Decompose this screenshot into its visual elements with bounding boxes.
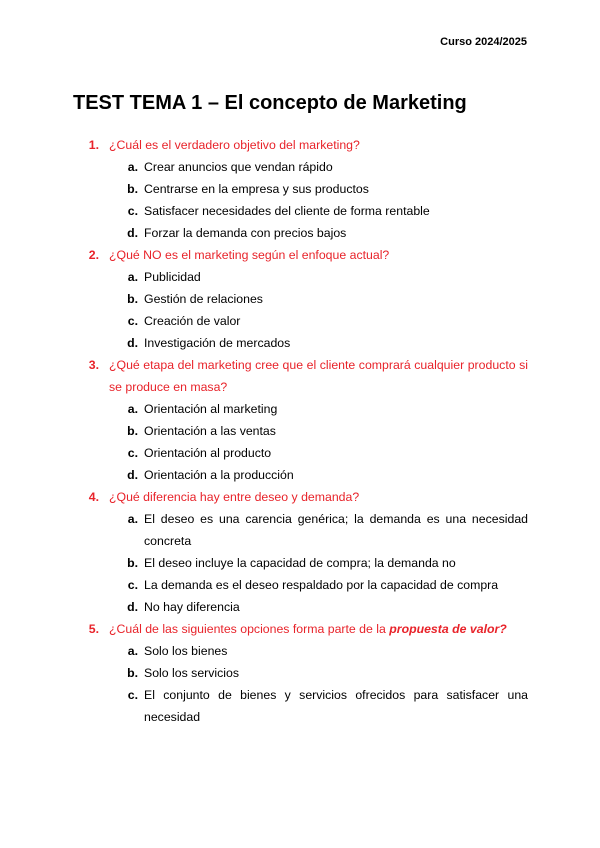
option-letter: c. xyxy=(127,314,138,328)
option-letter: a. xyxy=(127,644,138,658)
option-letter: c. xyxy=(127,446,138,460)
option-text: Solo los bienes xyxy=(144,644,228,658)
option-item xyxy=(73,662,528,684)
option-item xyxy=(73,266,528,288)
option-item xyxy=(73,178,528,200)
option-letter: a. xyxy=(127,402,138,416)
option-text: Orientación al marketing xyxy=(144,402,278,416)
option-list xyxy=(73,398,528,486)
option-letter: d. xyxy=(127,336,138,350)
option-text: Creación de valor xyxy=(144,314,241,328)
option-item xyxy=(73,332,528,354)
option-letter: b. xyxy=(127,424,138,438)
option-item xyxy=(73,222,528,244)
option-text: Investigación de mercados xyxy=(144,336,291,350)
question-5 xyxy=(73,618,528,728)
option-list xyxy=(73,156,528,244)
question-4 xyxy=(73,486,528,618)
option-text: El conjunto de bienes y servicios ofrecidos para satisfacer una necesidad xyxy=(144,688,528,724)
option-list xyxy=(73,266,528,354)
option-letter: a. xyxy=(127,160,138,174)
question-number: 4. xyxy=(88,490,99,504)
question-3 xyxy=(73,354,528,486)
question-text-main: ¿Cuál de las siguientes opciones forma parte de la xyxy=(109,622,390,636)
option-text: Centrarse en la empresa y sus productos xyxy=(144,182,369,196)
question-text: ¿Cuál es el verdadero objetivo del marketing? xyxy=(109,138,360,152)
option-item xyxy=(73,508,528,552)
option-letter: d. xyxy=(127,226,138,240)
question-number: 5. xyxy=(88,622,99,636)
question-list xyxy=(73,134,528,728)
option-text: El deseo incluye la capacidad de compra; la demanda no xyxy=(144,556,456,570)
option-text: Solo los servicios xyxy=(144,666,239,680)
option-item xyxy=(73,420,528,442)
question-text: ¿Qué etapa del marketing cree que el cliente comprará cualquier producto si se produce en masa? xyxy=(109,358,528,394)
option-text: Orientación a las ventas xyxy=(144,424,276,438)
option-letter: b. xyxy=(127,292,138,306)
option-text: Gestión de relaciones xyxy=(144,292,263,306)
option-letter: a. xyxy=(127,512,138,526)
option-item xyxy=(73,684,528,728)
question-number: 1. xyxy=(88,138,99,152)
option-letter: b. xyxy=(127,666,138,680)
option-item xyxy=(73,464,528,486)
option-letter: d. xyxy=(127,468,138,482)
option-text: Forzar la demanda con precios bajos xyxy=(144,226,347,240)
question-1 xyxy=(73,134,528,244)
option-item xyxy=(73,640,528,662)
option-item xyxy=(73,552,528,574)
option-letter: b. xyxy=(127,556,138,570)
option-text: Orientación a la producción xyxy=(144,468,294,482)
option-letter: b. xyxy=(127,182,138,196)
question-text xyxy=(109,618,528,640)
page-title: TEST TEMA 1 – El concepto de Marketing xyxy=(73,92,467,114)
option-letter: c. xyxy=(127,688,138,702)
option-text: Publicidad xyxy=(144,270,201,284)
option-letter: d. xyxy=(127,600,138,614)
option-text: Orientación al producto xyxy=(144,446,272,460)
option-item xyxy=(73,310,528,332)
question-text: ¿Qué diferencia hay entre deseo y demanda? xyxy=(109,490,360,504)
option-item xyxy=(73,398,528,420)
question-text: ¿Qué NO es el marketing según el enfoque actual? xyxy=(109,248,390,262)
option-item xyxy=(73,156,528,178)
option-item xyxy=(73,288,528,310)
option-text: La demanda es el deseo respaldado por la capacidad de compra xyxy=(144,578,499,592)
question-number: 2. xyxy=(88,248,99,262)
option-item xyxy=(73,442,528,464)
course-label: Curso 2024/2025 xyxy=(440,36,527,48)
option-item xyxy=(73,574,528,596)
option-item xyxy=(73,596,528,618)
option-letter: c. xyxy=(127,204,138,218)
option-letter: a. xyxy=(127,270,138,284)
option-text: No hay diferencia xyxy=(144,600,240,614)
option-list xyxy=(73,508,528,618)
option-list xyxy=(73,640,528,728)
option-item xyxy=(73,200,528,222)
option-text: El deseo es una carencia genérica; la demanda es una necesidad concreta xyxy=(144,512,528,548)
option-text: Crear anuncios que vendan rápido xyxy=(144,160,333,174)
question-2 xyxy=(73,244,528,354)
question-number: 3. xyxy=(88,358,99,372)
option-text: Satisfacer necesidades del cliente de forma rentable xyxy=(144,204,430,218)
option-letter: c. xyxy=(127,578,138,592)
question-emphasis: propuesta de valor? xyxy=(389,622,507,636)
